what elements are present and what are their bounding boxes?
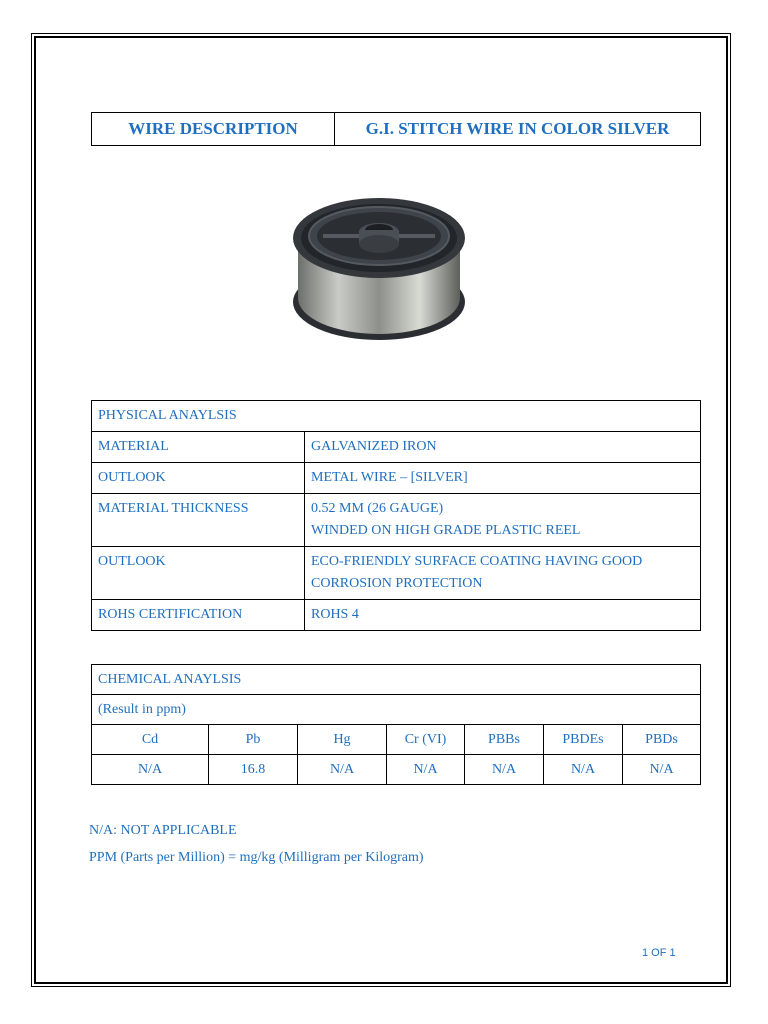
row-value [305,494,701,547]
row-value: GALVANIZED IRON [305,432,701,463]
table-row [92,600,701,631]
notes [89,817,424,871]
row-value-line: 0.52 MM (26 GAUGE) [311,501,444,516]
chemical-analysis-title: CHEMICAL ANAYLSIS [92,665,701,695]
table-row [92,547,701,600]
page-number: 1 OF 1 [642,947,676,959]
column-header: PBBs [465,725,544,755]
row-value: METAL WIRE – [SILVER] [305,463,701,494]
table-cell: N/A [465,755,544,785]
physical-analysis-title: PHYSICAL ANAYLSIS [92,401,701,432]
ppm-note: PPM (Parts per Million) = mg/kg (Milligram per Kilogram) [89,850,424,865]
row-value-line: ECO-FRIENDLY SURFACE COATING HAVING GOOD [311,554,643,569]
column-header: PBDEs [544,725,623,755]
row-key: MATERIAL THICKNESS [92,494,305,547]
na-note: N/A: NOT APPLICABLE [89,823,237,838]
table-row [92,463,701,494]
wire-reel-image [268,162,490,368]
table-header-row [92,725,701,755]
table-cell: N/A [92,755,209,785]
wire-description-value: G.I. STITCH WIRE IN COLOR SILVER [335,113,701,146]
column-header: Pb [209,725,298,755]
row-value-line: CORROSION PROTECTION [311,576,483,591]
physical-analysis-table [91,400,701,631]
wire-description-label: WIRE DESCRIPTION [92,113,335,146]
row-key: ROHS CERTIFICATION [92,600,305,631]
table-cell: 16.8 [209,755,298,785]
table-row [92,494,701,547]
chemical-analysis-subtitle: (Result in ppm) [92,695,701,725]
row-key: OUTLOOK [92,463,305,494]
table-cell: N/A [544,755,623,785]
row-value: ROHS 4 [305,600,701,631]
wire-description-table [91,112,701,146]
column-header: Cr (VI) [387,725,465,755]
table-cell: N/A [298,755,387,785]
table-cell: N/A [623,755,701,785]
table-row [92,432,701,463]
column-header: Cd [92,725,209,755]
table-cell: N/A [387,755,465,785]
row-key: OUTLOOK [92,547,305,600]
column-header: Hg [298,725,387,755]
row-value [305,547,701,600]
row-key: MATERIAL [92,432,305,463]
table-row [92,755,701,785]
chemical-analysis-table [91,664,701,785]
row-value-line: WINDED ON HIGH GRADE PLASTIC REEL [311,523,581,538]
column-header: PBDs [623,725,701,755]
